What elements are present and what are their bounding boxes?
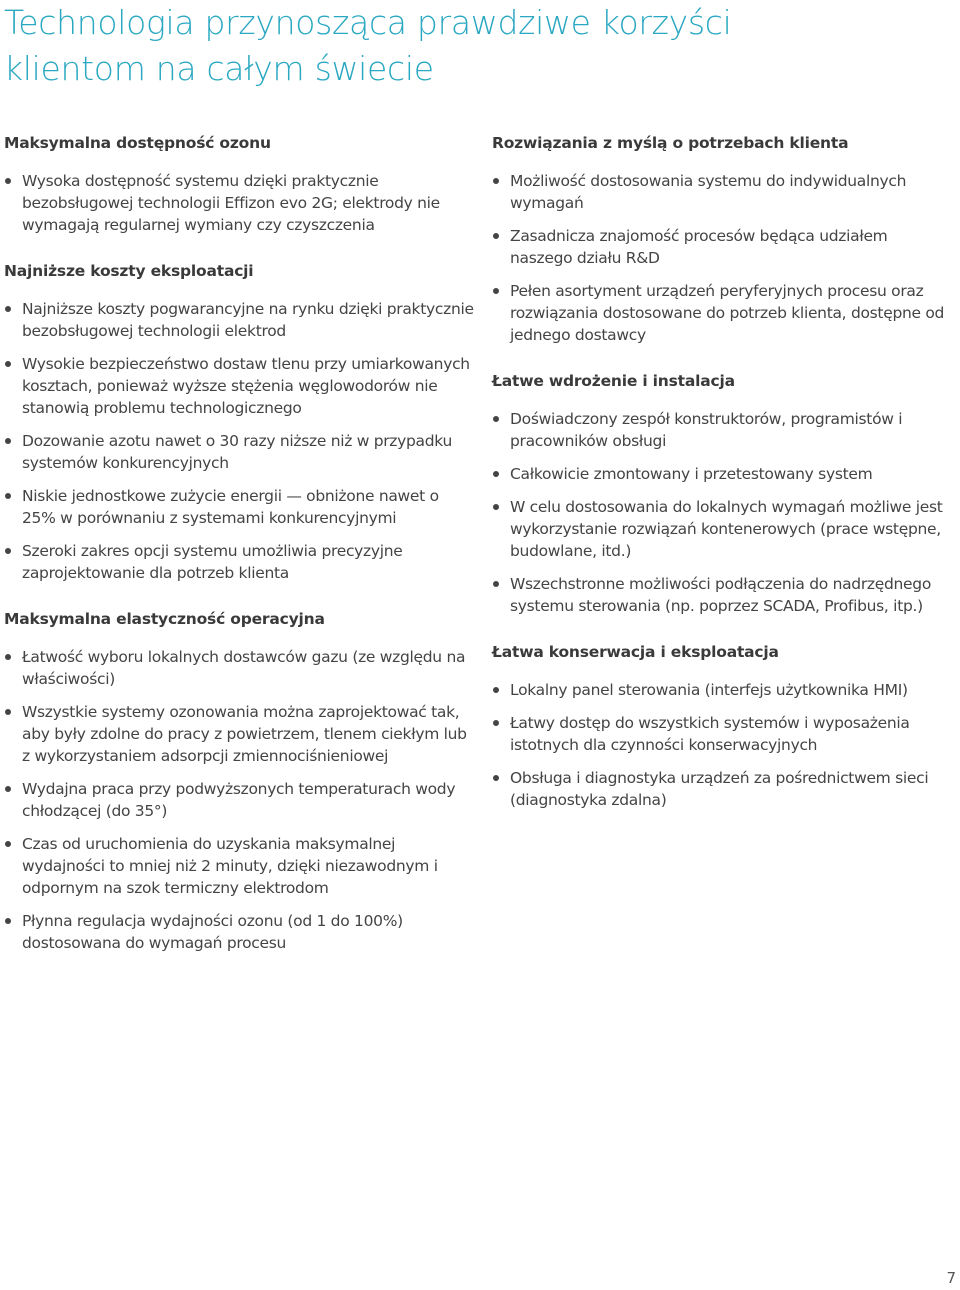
list-item <box>4 170 474 236</box>
page-title-line-2: klientom na całym świecie <box>4 49 434 88</box>
list-item <box>4 485 474 529</box>
list-item-text: Wszechstronne możliwości podłączenia do nadrzędnego systemu sterowania (np. poprzez SCADA, Profibus, itp.) <box>510 575 932 615</box>
bullet-dot-icon <box>493 687 499 693</box>
section-heading-najnizsze-koszty-eksploatacji: Najniższe koszty eksploatacji <box>4 262 254 280</box>
list-item <box>4 778 474 822</box>
list-item <box>492 679 954 701</box>
bullet-dot-icon <box>493 233 499 239</box>
list-item-text: Niskie jednostkowe zużycie energii — obniżone nawet o 25% w porównaniu z systemami konkurencyjnymi <box>22 487 439 527</box>
section-heading-latwa-konserwacja-i-eksploatacja: Łatwa konserwacja i eksploatacja <box>492 643 779 661</box>
list-item <box>492 573 954 617</box>
list-item <box>4 833 474 899</box>
list-item-text: Wszystkie systemy ozonowania można zaprojektować tak, aby były zdolne do pracy z powietrzem, tlenem ciekłym lub z wykorzystaniem adsorpcji zmiennociśnieniowej <box>22 703 467 765</box>
list-item-text: Łatwość wyboru lokalnych dostawców gazu (ze względu na właściwości) <box>22 648 466 688</box>
bullet-dot-icon <box>5 178 11 184</box>
bullet-dot-icon <box>493 720 499 726</box>
bullet-dot-icon <box>493 471 499 477</box>
list-item <box>492 767 954 811</box>
bullet-list <box>4 170 474 236</box>
bullet-dot-icon <box>5 361 11 367</box>
bullet-dot-icon <box>5 918 11 924</box>
list-item-text: Lokalny panel sterowania (interfejs użytkownika HMI) <box>510 681 908 699</box>
bullet-list <box>4 298 474 584</box>
list-item <box>492 712 954 756</box>
bullet-list <box>492 408 954 617</box>
bullet-dot-icon <box>5 306 11 312</box>
list-item <box>492 225 954 269</box>
list-item <box>4 646 474 690</box>
bullet-dot-icon <box>493 178 499 184</box>
bullet-dot-icon <box>5 786 11 792</box>
bullet-dot-icon <box>5 709 11 715</box>
list-item <box>4 353 474 419</box>
list-item <box>4 701 474 767</box>
list-item-text: Zasadnicza znajomość procesów będąca udziałem naszego działu R&D <box>510 227 888 267</box>
list-item <box>492 280 954 346</box>
bullet-list <box>492 170 954 346</box>
list-item <box>492 496 954 562</box>
bullet-dot-icon <box>5 654 11 660</box>
section-heading-latwe-wdrozenie-i-instalacja: Łatwe wdrożenie i instalacja <box>492 372 735 390</box>
bullet-dot-icon <box>493 581 499 587</box>
list-item-text: Łatwy dostęp do wszystkich systemów i wyposażenia istotnych dla czynności konserwacyjnych <box>510 714 910 754</box>
list-item <box>4 540 474 584</box>
bullet-dot-icon <box>5 493 11 499</box>
list-item-text: Całkowicie zmontowany i przetestowany system <box>510 465 873 483</box>
list-item-text: W celu dostosowania do lokalnych wymagań możliwe jest wykorzystanie rozwiązań kontenerowych (prace wstępne, budowlane, itd.) <box>510 498 943 560</box>
list-item-text: Wydajna praca przy podwyższonych temperaturach wody chłodzącej (do 35°) <box>22 780 456 820</box>
list-item-text: Możliwość dostosowania systemu do indywidualnych wymagań <box>510 172 907 212</box>
list-item-text: Dozowanie azotu nawet o 30 razy niższe niż w przypadku systemów konkurencyjnych <box>22 432 453 472</box>
bullet-dot-icon <box>5 438 11 444</box>
left-column <box>4 132 474 978</box>
list-item-text: Najniższe koszty pogwarancyjne na rynku dzięki praktycznie bezobsługowej technologii elektrod <box>22 300 474 340</box>
section-heading-maksymalna-dostepnosc-ozonu: Maksymalna dostępność ozonu <box>4 134 271 152</box>
bullet-dot-icon <box>5 548 11 554</box>
section-heading-maksymalna-elastycznosc-operacyjna: Maksymalna elastyczność operacyjna <box>4 610 325 628</box>
bullet-dot-icon <box>493 288 499 294</box>
list-item-text: Pełen asortyment urządzeń peryferyjnych procesu oraz rozwiązania dostosowane do potrzeb klienta, dostępne od jednego dostawcy <box>510 282 945 344</box>
list-item-text: Doświadczony zespół konstruktorów, programistów i pracowników obsługi <box>510 410 903 450</box>
page-number: 7 <box>946 1269 956 1287</box>
list-item <box>4 430 474 474</box>
list-item-text: Obsługa i diagnostyka urządzeń za pośrednictwem sieci (diagnostyka zdalna) <box>510 769 929 809</box>
bullet-dot-icon <box>5 841 11 847</box>
section-heading-rozwiazania-z-mysla-o-potrzebach-klienta: Rozwiązania z myślą o potrzebach klienta <box>492 134 849 152</box>
list-item <box>4 298 474 342</box>
list-item <box>492 170 954 214</box>
right-column <box>492 132 954 835</box>
bullet-dot-icon <box>493 775 499 781</box>
list-item-text: Wysoka dostępność systemu dzięki praktycznie bezobsługowej technologii Effizon evo 2G; elektrody nie wymagają regularnej wymiany czy czyszczenia <box>22 172 440 234</box>
list-item <box>492 463 954 485</box>
page-title-line-1: Technologia przynosząca prawdziwe korzyści <box>4 3 732 42</box>
list-item <box>492 408 954 452</box>
list-item-text: Szeroki zakres opcji systemu umożliwia precyzyjne zaprojektowanie dla potrzeb klienta <box>22 542 403 582</box>
list-item <box>4 910 474 954</box>
bullet-dot-icon <box>493 416 499 422</box>
list-item-text: Wysokie bezpieczeństwo dostaw tlenu przy umiarkowanych kosztach, ponieważ wyższe stężenia węglowodorów nie stanowią problemu technologicznego <box>22 355 470 417</box>
list-item-text: Płynna regulacja wydajności ozonu (od 1 do 100%) dostosowana do wymagań procesu <box>22 912 403 952</box>
bullet-dot-icon <box>493 504 499 510</box>
bullet-list <box>4 646 474 954</box>
list-item-text: Czas od uruchomienia do uzyskania maksymalnej wydajności to mniej niż 2 minuty, dzięki niezawodnym i odpornym na szok termiczny elektrodom <box>22 835 438 897</box>
bullet-list <box>492 679 954 811</box>
page-title <box>4 0 944 92</box>
